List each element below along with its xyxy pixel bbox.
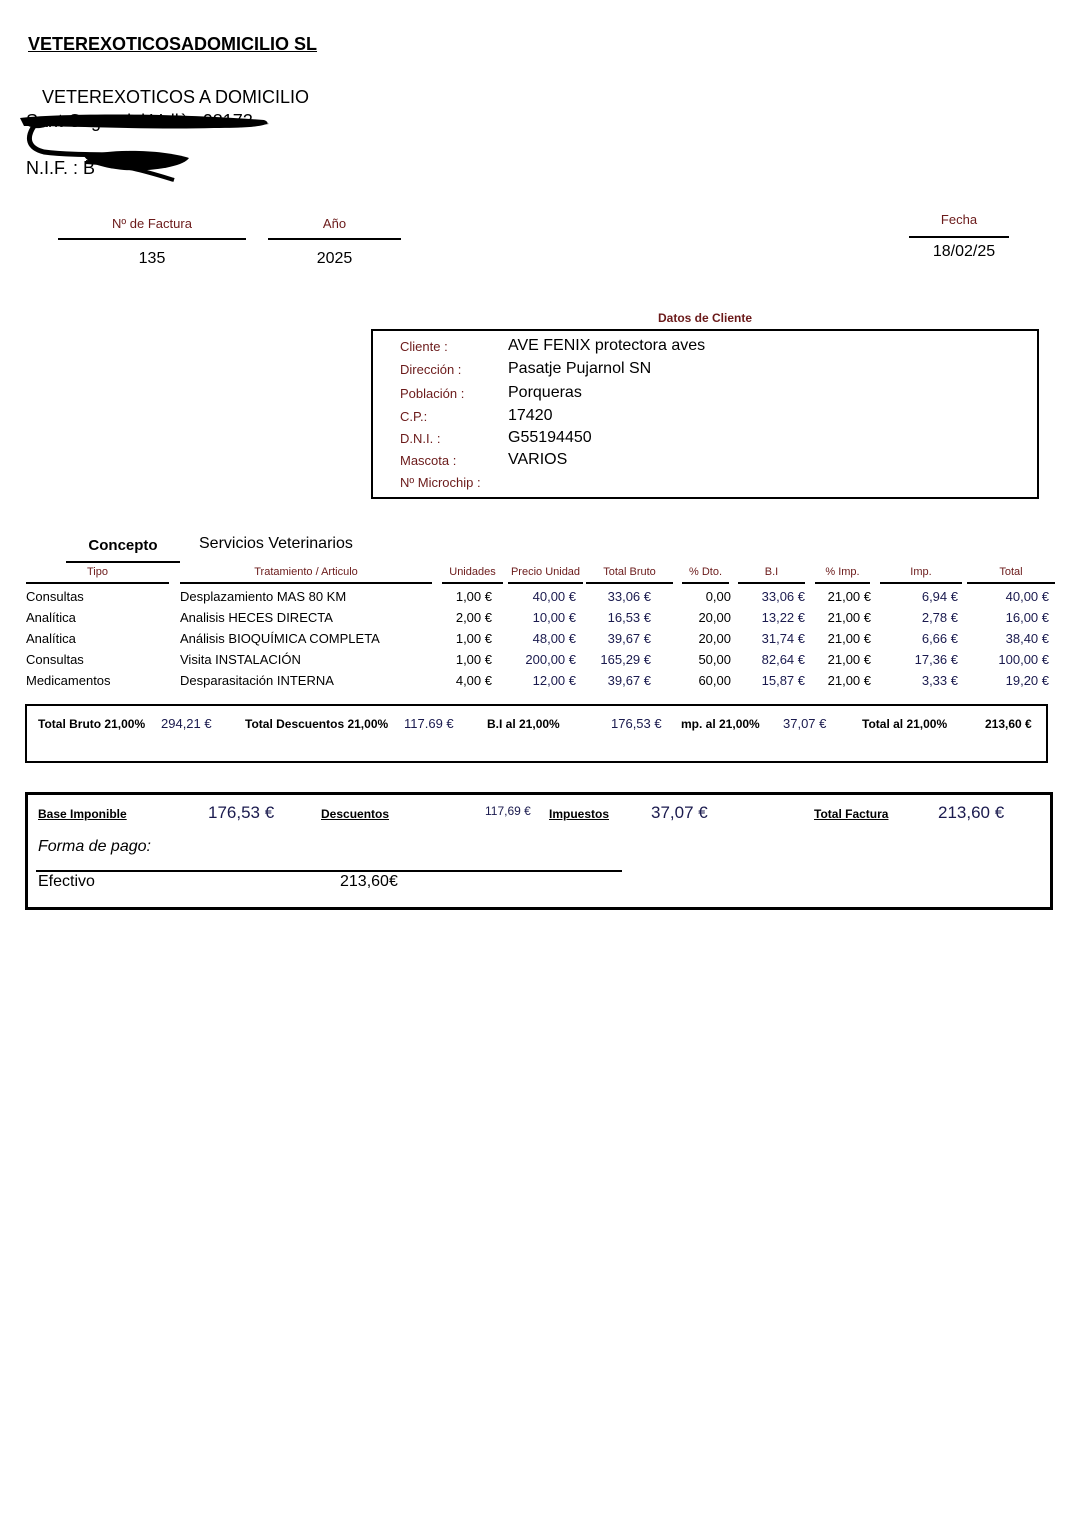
client-address: Pasatje Pujarnol SN	[508, 360, 652, 377]
cell-bruto: 165,29 €	[600, 652, 651, 667]
cell-imp: 6,66 €	[921, 631, 958, 646]
cell-precio: 12,00 €	[532, 673, 576, 688]
cell-imp: 17,36 €	[914, 652, 958, 667]
col-divider	[738, 582, 805, 584]
cell-tratamiento: Desplazamiento MAS 80 KM	[180, 589, 347, 604]
descuentos-label: Descuentos	[321, 807, 390, 821]
bi-label: B.I al 21,00%	[487, 717, 560, 731]
cell-dto: 0,00	[705, 589, 731, 604]
client-dni: G55194450	[508, 429, 592, 446]
cell-unidades: 1,00 €	[455, 589, 492, 604]
col-header-precio: Precio Unidad	[510, 566, 581, 578]
cell-dto: 20,00	[698, 610, 731, 625]
cell-pct-imp: 21,00 €	[827, 631, 871, 646]
company-nif: N.I.F. : B	[26, 158, 96, 178]
company-trade-name: VETEREXOTICOS A DOMICILIO	[42, 87, 310, 107]
cell-dto: 20,00	[698, 631, 731, 646]
imp-label: mp. al 21,00%	[681, 717, 760, 731]
client-town: Porqueras	[508, 384, 582, 401]
col-divider	[586, 582, 673, 584]
cell-tratamiento: Visita INSTALACIÓN	[180, 652, 301, 667]
col-header-bi: B.I	[764, 566, 779, 578]
cell-total: 38,40 €	[1005, 631, 1049, 646]
impuestos-value: 37,07 €	[651, 803, 708, 822]
cell-pct-imp: 21,00 €	[827, 610, 871, 625]
client-name-label: Cliente :	[400, 339, 448, 354]
cell-bi: 31,74 €	[761, 631, 805, 646]
cell-precio: 40,00 €	[532, 589, 576, 604]
total-bruto-label: Total Bruto 21,00%	[38, 717, 146, 731]
cell-precio: 48,00 €	[532, 631, 576, 646]
cell-tratamiento: Análisis BIOQUÍMICA COMPLETA	[180, 631, 380, 646]
cell-unidades: 1,00 €	[455, 631, 492, 646]
invoice-number-label: Nº de Factura	[112, 216, 192, 231]
client-address-label: Dirección :	[400, 362, 462, 377]
bi-value: 176,53 €	[611, 716, 662, 731]
col-header-imp: Imp.	[910, 566, 932, 578]
col-divider	[967, 582, 1055, 584]
payment-method: Efectivo	[38, 873, 95, 890]
cell-bi: 15,87 €	[761, 673, 805, 688]
total-value: 213,60 €	[985, 717, 1032, 731]
col-divider	[26, 582, 169, 584]
cell-unidades: 4,00 €	[455, 673, 492, 688]
col-header-unidades: Unidades	[449, 566, 496, 578]
invoice-number: 135	[138, 250, 166, 267]
invoice-date-divider	[909, 236, 1009, 238]
cell-bruto: 39,67 €	[607, 631, 651, 646]
col-header-tipo: Tipo	[87, 566, 108, 578]
invoice-year: 2025	[316, 250, 353, 267]
cell-pct-imp: 21,00 €	[827, 652, 871, 667]
col-divider	[880, 582, 962, 584]
col-header-total: Total	[999, 566, 1023, 578]
client-postcode: 17420	[508, 407, 553, 424]
cell-bruto: 39,67 €	[607, 673, 651, 688]
invoice-year-divider	[268, 238, 401, 240]
cell-bruto: 16,53 €	[607, 610, 651, 625]
descuentos-value: 117,69 €	[485, 804, 531, 818]
cell-total: 100,00 €	[998, 652, 1049, 667]
invoice-summary-box	[25, 792, 1053, 910]
cell-tratamiento: Analisis HECES DIRECTA	[180, 610, 333, 625]
cell-total: 19,20 €	[1005, 673, 1049, 688]
col-header-dto: % Dto.	[688, 566, 722, 578]
base-imponible-label: Base Imponible	[38, 807, 127, 821]
cell-precio: 10,00 €	[532, 610, 576, 625]
col-header-bruto: Total Bruto	[603, 566, 656, 578]
invoice-date: 18/02/25	[932, 243, 996, 260]
cell-bruto: 33,06 €	[607, 589, 651, 604]
invoice-date-label: Fecha	[940, 212, 978, 227]
concept-value: Servicios Veterinarios	[199, 535, 353, 552]
col-divider	[682, 582, 729, 584]
cell-unidades: 2,00 €	[455, 610, 492, 625]
cell-precio: 200,00 €	[525, 652, 576, 667]
cell-imp: 6,94 €	[921, 589, 958, 604]
base-imponible-value: 176,53 €	[208, 803, 275, 822]
cell-total: 40,00 €	[1005, 589, 1049, 604]
client-town-label: Población :	[400, 386, 465, 401]
total-label: Total al 21,00%	[862, 717, 948, 731]
client-name: AVE FENIX protectora aves	[508, 337, 706, 354]
total-descuentos-label: Total Descuentos 21,00%	[245, 717, 389, 731]
redaction-scribble	[14, 104, 284, 184]
total-factura-label: Total Factura	[814, 807, 889, 821]
col-divider	[815, 582, 870, 584]
cell-pct-imp: 21,00 €	[827, 673, 871, 688]
cell-unidades: 1,00 €	[455, 652, 492, 667]
cell-tipo: Analítica	[26, 631, 76, 646]
imp-value: 37,07 €	[783, 716, 827, 731]
concept-label: Concepto	[88, 537, 158, 554]
total-bruto-value: 294,21 €	[161, 716, 212, 731]
client-pet-label: Mascota :	[400, 453, 457, 468]
cell-dto: 50,00	[698, 652, 731, 667]
cell-dto: 60,00	[698, 673, 731, 688]
invoice-year-label: Año	[322, 216, 347, 231]
cell-tipo: Consultas	[26, 589, 84, 604]
cell-imp: 3,33 €	[921, 673, 958, 688]
cell-tipo: Medicamentos	[26, 673, 111, 688]
cell-tipo: Consultas	[26, 652, 84, 667]
cell-imp: 2,78 €	[921, 610, 958, 625]
concept-divider	[66, 561, 180, 563]
impuestos-label: Impuestos	[549, 807, 610, 821]
cell-bi: 13,22 €	[761, 610, 805, 625]
col-divider	[180, 582, 432, 584]
client-microchip-label: Nº Microchip :	[400, 475, 481, 490]
payment-amount: 213,60€	[340, 873, 398, 890]
client-section-title: Datos de Cliente	[657, 311, 753, 325]
company-legal-name: VETEREXOTICOSADOMICILIO SL	[28, 34, 318, 54]
total-factura-value: 213,60 €	[938, 803, 1005, 822]
cell-pct-imp: 21,00 €	[827, 589, 871, 604]
payment-divider	[36, 870, 622, 872]
tax-totals-box	[25, 704, 1048, 763]
col-divider	[508, 582, 583, 584]
cell-total: 16,00 €	[1005, 610, 1049, 625]
client-pet: VARIOS	[508, 451, 568, 468]
client-postcode-label: C.P.:	[400, 409, 428, 424]
total-descuentos-value: 117.69 €	[404, 716, 454, 731]
client-dni-label: D.N.I. :	[400, 431, 441, 446]
invoice-number-divider	[58, 238, 246, 240]
cell-tipo: Analítica	[26, 610, 76, 625]
cell-tratamiento: Desparasitación INTERNA	[180, 673, 334, 688]
cell-bi: 33,06 €	[761, 589, 805, 604]
cell-bi: 82,64 €	[761, 652, 805, 667]
col-header-tratamiento: Tratamiento / Articulo	[254, 566, 358, 578]
col-header-pct-imp: % Imp.	[825, 566, 860, 578]
payment-title: Forma de pago:	[38, 838, 151, 855]
col-divider	[442, 582, 503, 584]
